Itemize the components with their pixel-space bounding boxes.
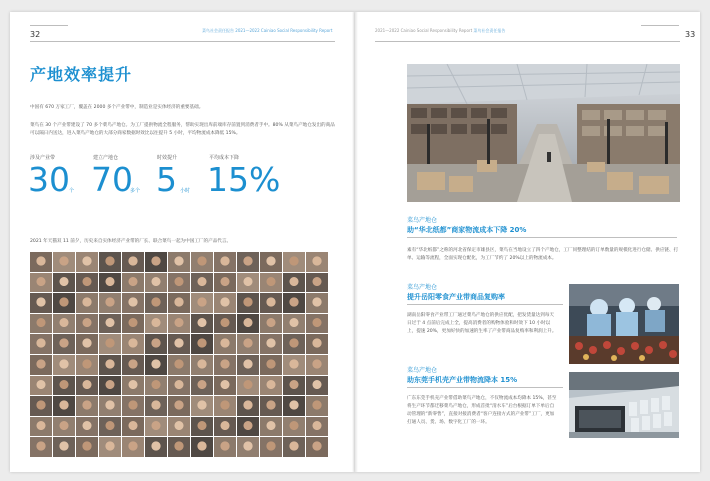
portrait-tile [168, 376, 190, 396]
portrait-tile [191, 437, 213, 457]
portrait-tile [283, 273, 305, 293]
stat-unit-industry-belts: 个 [69, 188, 75, 194]
portrait-tile [168, 355, 190, 375]
portrait-tile [145, 252, 167, 272]
portrait-tile [260, 437, 282, 457]
portrait-tile [30, 396, 52, 416]
report-spread [10, 12, 700, 472]
portrait-tile [30, 417, 52, 437]
portrait-tile [53, 355, 75, 375]
portrait-tile [237, 376, 259, 396]
portrait-tile [191, 396, 213, 416]
portrait-tile [237, 293, 259, 313]
portrait-tile [145, 376, 167, 396]
portrait-tile [283, 314, 305, 334]
right-header [375, 28, 505, 34]
portrait-tile [99, 314, 121, 334]
portrait-tile [76, 334, 98, 354]
portrait-tile [168, 293, 190, 313]
portrait-tile [53, 334, 75, 354]
portrait-tile [283, 437, 305, 457]
stat-unit-timeliness: 小时 [180, 188, 191, 194]
portrait-tile [122, 252, 144, 272]
section-1-body: 素有“华北纸都”之称的河北省保定市雄县区，菜鸟在当地设立了四个产地仓，工厂同整理结的订单数量的规模化进行仓储、供应链、打单、运输等流程，全面实现仓配化，为工厂节约了 20%以上的物流成本。 [407, 248, 679, 261]
portrait-tile [30, 293, 52, 313]
portrait-tile [145, 314, 167, 334]
portrait-tile [53, 252, 75, 272]
portrait-tile [191, 314, 213, 334]
portrait-tile [260, 396, 282, 416]
body-paragraph: 菜鸟在 30 个产业带建设了 70 多个菜鸟产地仓。为工厂提供物流全程服务，帮助实现出库前端库存前置到消费者手中。80% 从菜鸟产地仓发出的商品可以隔日内送达，进入菜鸟产地仓的大部分商家数据时效比以往提升 5 小时，平均物流成本降低 15%。 [30, 123, 335, 136]
portrait-tile [30, 355, 52, 375]
right-page-number: 33 [685, 30, 696, 39]
portrait-tile [260, 376, 282, 396]
portrait-tile [168, 252, 190, 272]
portrait-tile [214, 273, 236, 293]
portrait-tile [168, 417, 190, 437]
spread-gutter [352, 12, 358, 472]
snack-factory-photo [569, 284, 679, 364]
portrait-tile [122, 293, 144, 313]
left-header-underline [30, 41, 335, 42]
portrait-tile [283, 252, 305, 272]
header-rule-right [641, 25, 679, 26]
portrait-tile [53, 376, 75, 396]
portrait-tile [145, 417, 167, 437]
portrait-tile [306, 417, 328, 437]
portrait-tile [283, 334, 305, 354]
warehouse-photo [407, 64, 680, 202]
portrait-tile [260, 273, 282, 293]
portrait-tile [260, 293, 282, 313]
portrait-tile [191, 293, 213, 313]
portrait-tile [214, 417, 236, 437]
portrait-tile [283, 376, 305, 396]
portrait-tile [260, 355, 282, 375]
section-1-label: 菜鸟产地仓 [407, 217, 438, 224]
portrait-tile [237, 273, 259, 293]
portrait-tile [214, 355, 236, 375]
portrait-tile [53, 417, 75, 437]
portrait-tile [99, 355, 121, 375]
section-2-body: 湖南岳阳零食产业带工厂通过菜鸟产地仓的供应优配，把发货量达到每天日过于 4 点前后完成上全，提高消费者的购物体验和时效下 10 小时以上，提速 20%，更加好快的加速的生率了产业带商品复购率和利润上升。 [407, 313, 557, 334]
phone-case-factory-photo [569, 372, 679, 438]
portrait-tile [145, 396, 167, 416]
section-1-title: 助“华北纸都”商家物流成本下降 20% [407, 226, 527, 234]
stat-label-warehouses: 建立产地仓 [93, 155, 119, 161]
portrait-tile [214, 293, 236, 313]
portrait-tile [306, 355, 328, 375]
right-header-cn: 菜鸟社会责任报告 [473, 28, 506, 33]
portrait-tile [168, 273, 190, 293]
stat-label-timeliness: 时效提升 [157, 155, 178, 161]
stat-label-industry-belts: 涉及产业带 [30, 155, 56, 161]
portrait-tile [76, 273, 98, 293]
portrait-tile [122, 376, 144, 396]
portrait-tile [122, 355, 144, 375]
portrait-tile [237, 314, 259, 334]
portrait-tile [99, 334, 121, 354]
portrait-tile [122, 273, 144, 293]
snack-factory-photo-art [569, 284, 679, 364]
section-2-label: 菜鸟产地仓 [407, 284, 438, 291]
stat-value-cost-reduction: 15% [207, 160, 281, 199]
portrait-tile [76, 355, 98, 375]
intro-paragraph: 中国有 670 万家工厂，覆盖在 2000 多个产业带中，制造业是实体经济的重要基础。 [30, 105, 204, 110]
portrait-tile [191, 417, 213, 437]
portrait-tile [306, 376, 328, 396]
section-3-body: 广东东莞手机壳产业带借助菜鸟产地仓，不仅物流成本均降本 15%，甚至将生产环节都迁移菜鸟产地仓，形成首批“清水车”后台根据订单下单后自动管理的“新零售”，直接对接消费者“客户连接方式的产业带”工厂，更加打通人员、货、场、数字化工厂的一环。 [407, 396, 557, 425]
right-page [355, 12, 700, 472]
portrait-tile [214, 334, 236, 354]
portrait-tile [237, 355, 259, 375]
stat-value-industry-belts: 30 [28, 160, 70, 199]
portrait-tile [53, 293, 75, 313]
left-page-number: 32 [30, 30, 41, 39]
portrait-tile [99, 376, 121, 396]
photo-caption: 2021 年天猫双 11 前夕，历史来自实体经济产业带的厂长、联合菜鸟一起为中国工厂的产品代言。 [30, 239, 232, 244]
portrait-tile [214, 376, 236, 396]
page-title: 产地效率提升 [30, 65, 133, 84]
portrait-tile [168, 437, 190, 457]
portrait-tile [76, 376, 98, 396]
left-header: 菜鸟社会责任报告 2021—2022 Cainiao Social Responsibility Report [202, 28, 333, 33]
portrait-tile [306, 334, 328, 354]
portrait-tile [283, 293, 305, 313]
portrait-tile [191, 252, 213, 272]
section-3-rule [407, 387, 563, 388]
portrait-tile [30, 376, 52, 396]
portrait-tile [99, 417, 121, 437]
right-header-underline [375, 41, 680, 42]
portrait-tile [306, 437, 328, 457]
portrait-tile [99, 252, 121, 272]
section-3-title: 助东莞手机壳产业带物流降本 15% [407, 376, 518, 384]
section-3-label: 菜鸟产地仓 [407, 367, 438, 374]
portrait-tile [237, 417, 259, 437]
portrait-tile [283, 355, 305, 375]
portrait-tile [76, 437, 98, 457]
portrait-tile [306, 314, 328, 334]
section-2-rule [407, 304, 563, 305]
portrait-tile [30, 314, 52, 334]
portrait-tile [306, 252, 328, 272]
portrait-tile [99, 273, 121, 293]
portrait-tile [30, 334, 52, 354]
portrait-tile [99, 396, 121, 416]
portrait-tile [260, 417, 282, 437]
portrait-tile [306, 273, 328, 293]
portrait-tile [122, 334, 144, 354]
portrait-tile [30, 273, 52, 293]
portrait-tile [53, 314, 75, 334]
warehouse-photo-art [407, 64, 680, 202]
stat-value-timeliness: 5 [156, 160, 177, 199]
section-1-rule [407, 237, 677, 238]
portrait-tile [214, 437, 236, 457]
portrait-tile [306, 293, 328, 313]
portrait-tile [237, 334, 259, 354]
header-rule-left [30, 25, 68, 26]
phone-case-factory-photo-art [569, 372, 679, 438]
portrait-tile [237, 252, 259, 272]
portrait-tile [145, 437, 167, 457]
portrait-tile [168, 396, 190, 416]
portrait-tile [145, 293, 167, 313]
portrait-tile [99, 293, 121, 313]
portrait-tile [306, 396, 328, 416]
portrait-tile [122, 417, 144, 437]
portrait-tile [76, 293, 98, 313]
factory-managers-photo-grid [30, 252, 328, 457]
portrait-tile [214, 314, 236, 334]
portrait-tile [122, 437, 144, 457]
portrait-tile [283, 417, 305, 437]
portrait-tile [260, 252, 282, 272]
portrait-tile [191, 355, 213, 375]
right-header-en: 2021—2022 Cainiao Social Responsibility Report [375, 28, 473, 33]
portrait-tile [76, 252, 98, 272]
portrait-tile [237, 396, 259, 416]
portrait-tile [76, 417, 98, 437]
portrait-tile [145, 334, 167, 354]
portrait-tile [53, 396, 75, 416]
portrait-tile [168, 334, 190, 354]
portrait-tile [191, 334, 213, 354]
stat-unit-warehouses: 多个 [130, 188, 141, 194]
portrait-tile [260, 314, 282, 334]
portrait-tile [76, 314, 98, 334]
portrait-tile [53, 437, 75, 457]
portrait-tile [53, 273, 75, 293]
left-page [10, 12, 355, 472]
portrait-tile [237, 437, 259, 457]
portrait-tile [191, 376, 213, 396]
portrait-tile [99, 437, 121, 457]
portrait-tile [122, 314, 144, 334]
portrait-tile [145, 355, 167, 375]
portrait-tile [260, 334, 282, 354]
portrait-tile [30, 252, 52, 272]
stat-label-cost-reduction: 平均成本下降 [209, 155, 240, 161]
portrait-tile [214, 252, 236, 272]
section-2-title: 提升岳阳零食产业带商品复购率 [407, 293, 505, 301]
portrait-tile [76, 396, 98, 416]
portrait-tile [145, 273, 167, 293]
portrait-tile [122, 396, 144, 416]
portrait-tile [168, 314, 190, 334]
portrait-tile [214, 396, 236, 416]
portrait-tile [283, 396, 305, 416]
stat-value-warehouses: 70 [91, 160, 133, 199]
portrait-tile [191, 273, 213, 293]
portrait-tile [30, 437, 52, 457]
